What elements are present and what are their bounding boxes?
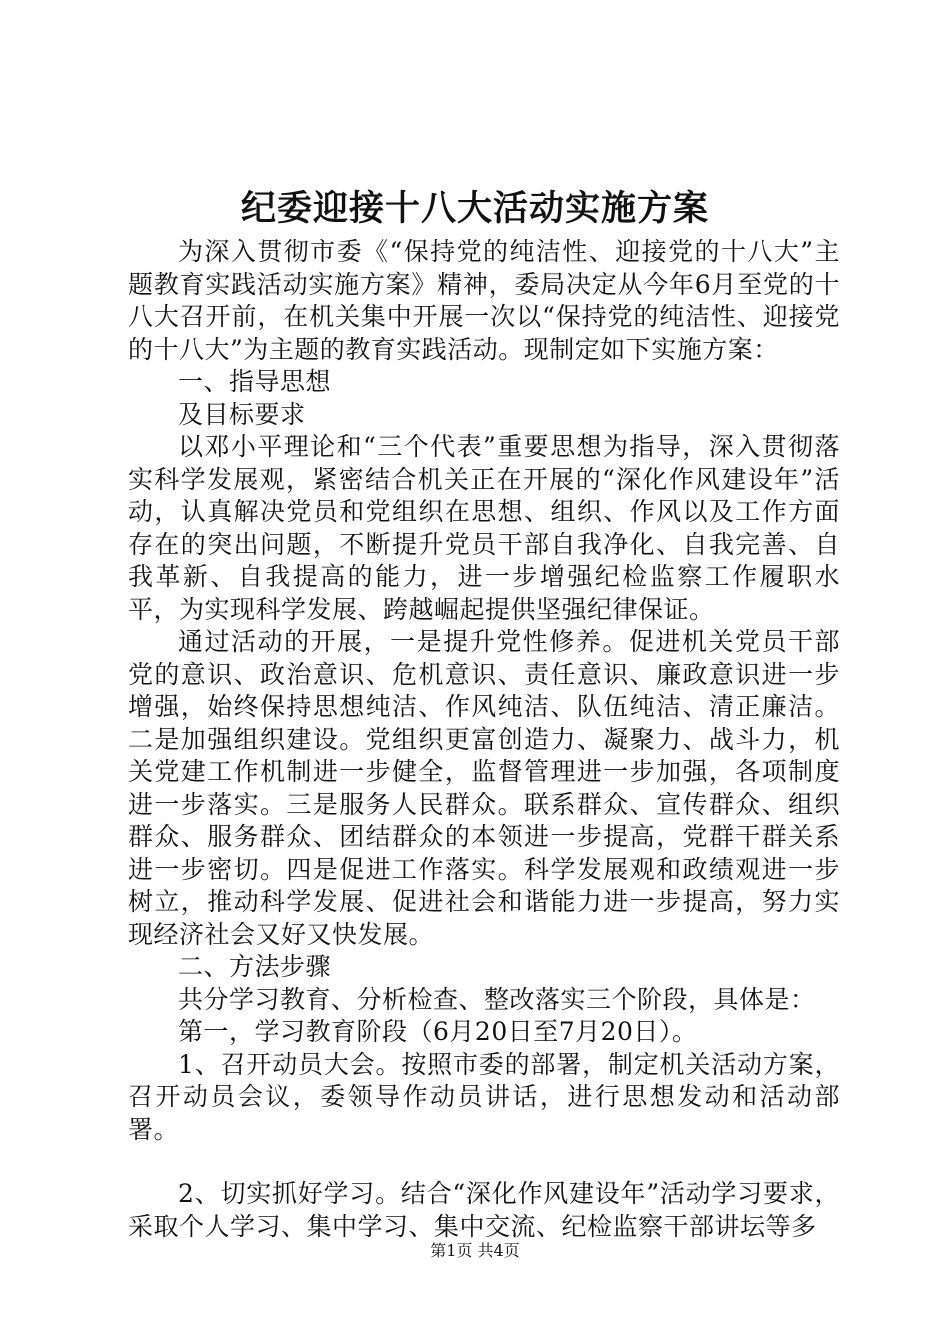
heading-guiding-thought: 一、指导思想	[178, 367, 332, 396]
paragraph-step-2: 2、切实抓好学习。结合“深化作风建设年”活动学习要求，采取个人学习、集中学习、集中交流、纪检监察干部讲坛等多	[128, 1179, 840, 1241]
heading-steps: 二、方法步骤	[178, 952, 332, 981]
paragraph-stages: 共分学习教育、分析检查、整改落实三个阶段，具体是：	[178, 984, 816, 1014]
paragraph-guiding-thought: 以邓小平理论和“三个代表”重要思想为指导，深入贯彻落实科学发展观，紧密结合机关正在开展的“深化作风建设年”活动，认真解决党员和党组织在思想、组织、作风以及工作方面存在的突出问题，不断提升党员干部自我净化、自我完善、自我革新、自我提高的能力，进一步增强纪检监察工作履职水平，为实现科学发展、跨越崛起提供坚强纪律保证。	[128, 432, 840, 624]
paragraph-intro: 为深入贯彻市委《“保持党的纯洁性、迎接党的十八大”主题教育实践活动实施方案》精神，委局决定从今年6月至党的十八大召开前，在机关集中开展一次以“保持党的纯洁性、迎接党的十八大”为主题的教育实践活动。现制定如下实施方案：	[128, 237, 840, 364]
heading-goals: 及目标要求	[178, 399, 306, 429]
document-body	[128, 236, 840, 1243]
paragraph-goals: 通过活动的开展，一是提升党性修养。促进机关党员干部党的意识、政治意识、危机意识、责任意识、廉政意识进一步增强，始终保持思想纯洁、作风纯洁、队伍纯洁、清正廉洁。二是加强组织建设。党组织更富创造力、凝聚力、战斗力，机关党建工作机制进一步健全，监督管理进一步加强，各项制度进一步落实。三是服务人民群众。联系群众、宣传群众、组织群众、服务群众、团结群众的本领进一步提高，党群干群关系进一步密切。四是促进工作落实。科学发展观和政绩观进一步树立，推动科学发展、促进社会和谐能力进一步提高，努力实现经济社会又好又快发展。	[128, 627, 840, 949]
page-footer: 第1页 共4页	[430, 1241, 520, 1260]
document-title: 纪委迎接十八大活动实施方案	[240, 188, 709, 229]
paragraph-stage-one: 第一，学习教育阶段（6月20日至7月20日）。	[178, 1017, 698, 1046]
paragraph-step-1: 1、召开动员大会。按照市委的部署，制定机关活动方案，召开动员会议，委领导作动员讲话，进行思想发动和活动部署。	[128, 1049, 840, 1144]
